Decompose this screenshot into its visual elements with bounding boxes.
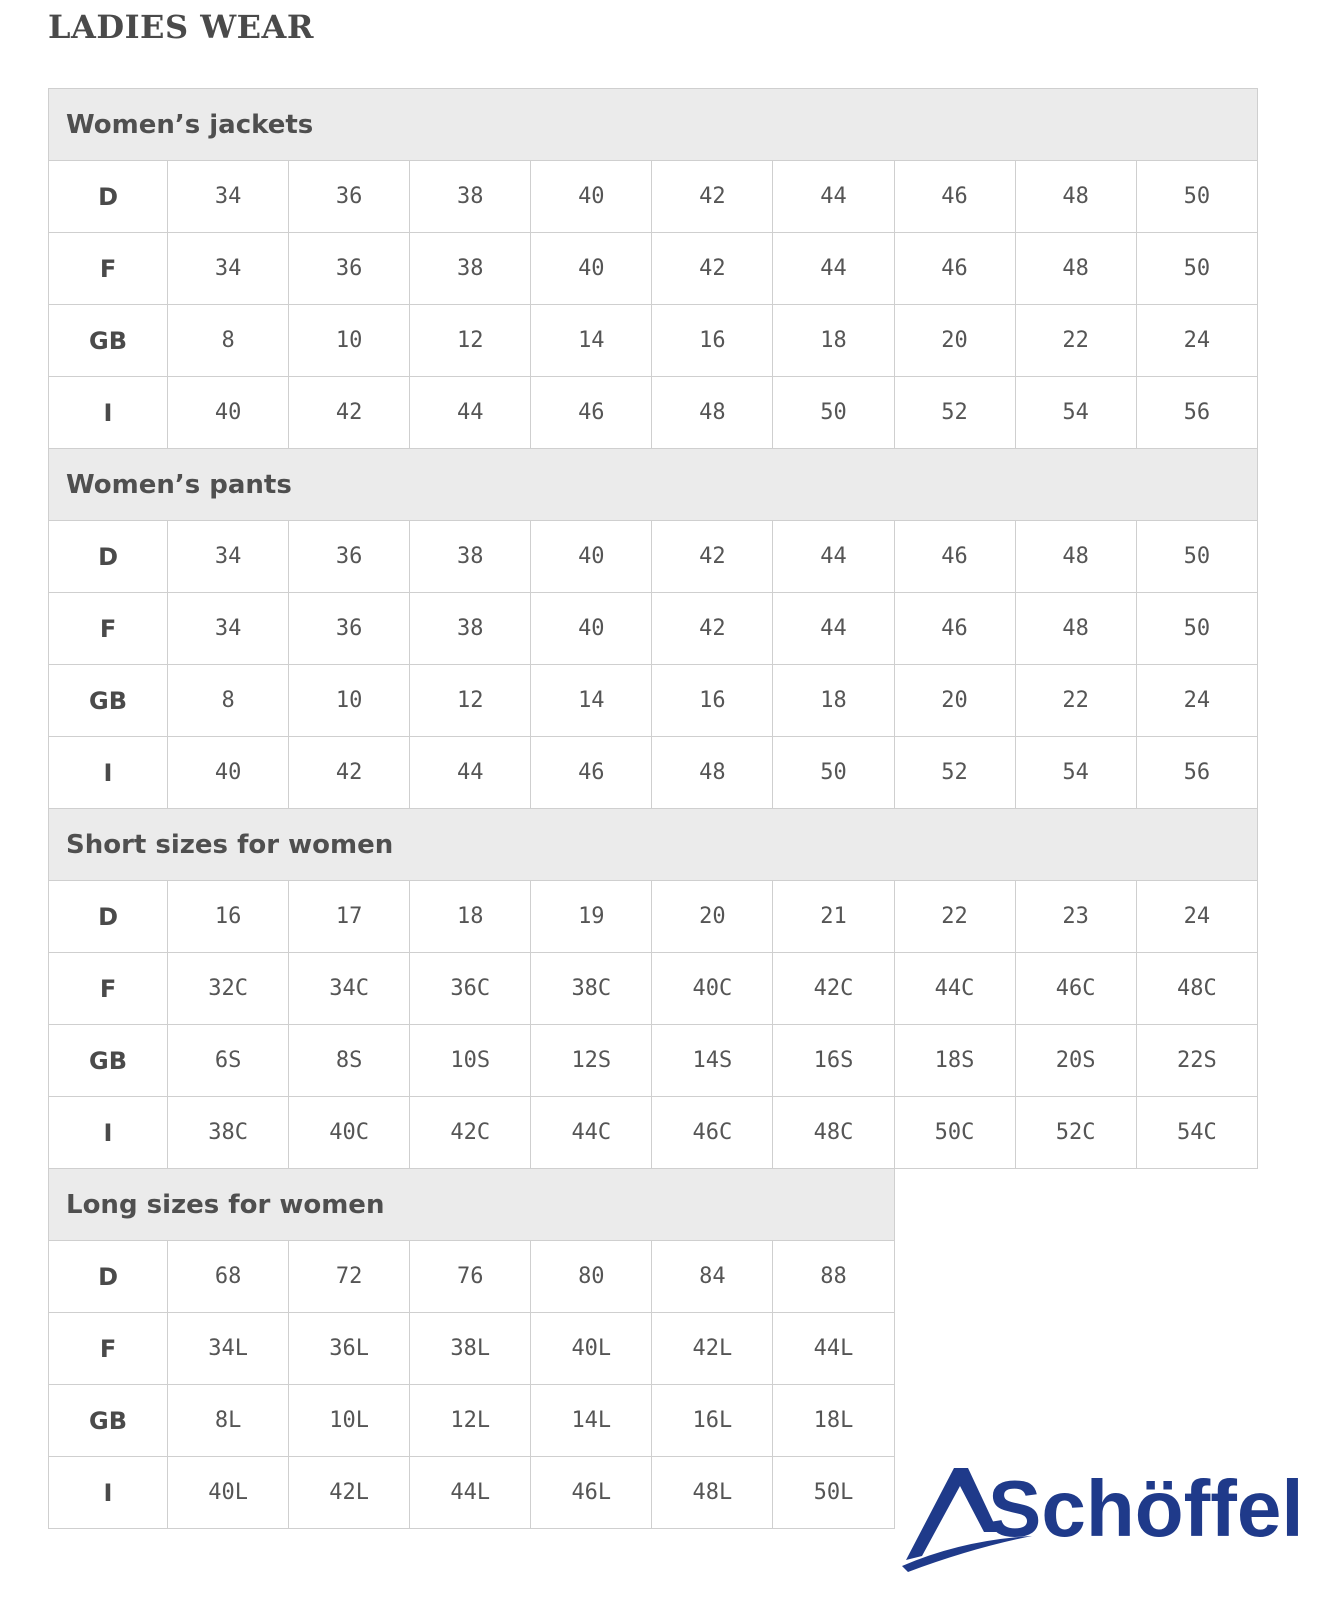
size-cell: 14 [531,305,652,377]
empty-cell [894,1385,1257,1457]
size-cell: 50 [773,737,894,809]
size-cell: 36 [289,161,410,233]
size-cell: 16 [652,305,773,377]
size-cell: 76 [410,1241,531,1313]
empty-cell [894,1313,1257,1385]
size-cell: 8 [168,305,289,377]
size-cell: 24 [1136,305,1257,377]
table-row [49,1025,1258,1097]
empty-cell [894,1169,1257,1241]
size-cell: 50 [1136,161,1257,233]
size-cell: 38L [410,1313,531,1385]
section-title: Long sizes for women [49,1169,895,1241]
size-cell: 42 [652,161,773,233]
size-cell: 50 [773,377,894,449]
size-cell: 54C [1136,1097,1257,1169]
size-cell: 50 [1136,593,1257,665]
size-cell: 20 [652,881,773,953]
size-cell: 42 [652,593,773,665]
size-cell: 48 [652,377,773,449]
size-cell: 34 [168,161,289,233]
size-cell: 52C [1015,1097,1136,1169]
size-cell: 10 [289,305,410,377]
size-cell: 44C [531,1097,652,1169]
size-cell: 42C [410,1097,531,1169]
size-cell: 34C [289,953,410,1025]
size-cell: 12 [410,305,531,377]
size-cell: 46 [894,521,1015,593]
size-cell: 46C [1015,953,1136,1025]
size-cell: 16 [168,881,289,953]
size-cell: 16S [773,1025,894,1097]
size-cell: 46L [531,1457,652,1529]
size-cell: 44 [773,161,894,233]
country-code-cell: GB [49,665,168,737]
size-cell: 12 [410,665,531,737]
country-code-cell: D [49,881,168,953]
size-cell: 20S [1015,1025,1136,1097]
size-cell: 23 [1015,881,1136,953]
size-cell: 40 [531,233,652,305]
table-row [49,737,1258,809]
size-cell: 88 [773,1241,894,1313]
size-cell: 46 [531,377,652,449]
size-cell: 42L [652,1313,773,1385]
size-cell: 36C [410,953,531,1025]
size-cell: 42L [289,1457,410,1529]
country-code-cell: I [49,737,168,809]
size-cell: 40L [531,1313,652,1385]
size-cell: 17 [289,881,410,953]
size-cell: 38 [410,521,531,593]
section-title: Women’s jackets [49,89,1258,161]
table-row [49,593,1258,665]
size-cell: 42 [289,377,410,449]
size-cell: 18 [773,665,894,737]
size-cell: 36 [289,593,410,665]
size-cell: 44 [773,593,894,665]
size-cell: 36 [289,233,410,305]
size-cell: 44L [773,1313,894,1385]
size-cell: 54 [1015,377,1136,449]
size-cell: 46C [652,1097,773,1169]
size-cell: 14L [531,1385,652,1457]
size-cell: 22 [1015,305,1136,377]
size-cell: 10 [289,665,410,737]
table-row [49,1097,1258,1169]
size-cell: 18S [894,1025,1015,1097]
size-cell: 48 [1015,521,1136,593]
size-cell: 50 [1136,233,1257,305]
size-cell: 38C [168,1097,289,1169]
size-cell: 52 [894,377,1015,449]
size-cell: 14S [652,1025,773,1097]
schoffel-logo [902,1460,1335,1580]
size-cell: 20 [894,305,1015,377]
size-cell: 10S [410,1025,531,1097]
section-header-row [49,1169,1258,1241]
size-cell: 34 [168,521,289,593]
size-cell: 50C [894,1097,1015,1169]
size-cell: 44L [410,1457,531,1529]
size-cell: 80 [531,1241,652,1313]
size-cell: 46 [894,161,1015,233]
size-cell: 44 [773,521,894,593]
size-cell: 32C [168,953,289,1025]
size-cell: 19 [531,881,652,953]
size-cell: 38 [410,593,531,665]
table-row [49,233,1258,305]
size-cell: 22S [1136,1025,1257,1097]
size-cell: 38 [410,161,531,233]
size-cell: 34L [168,1313,289,1385]
size-cell: 8S [289,1025,410,1097]
section-header-row [49,449,1258,521]
size-cell: 56 [1136,737,1257,809]
size-cell: 38 [410,233,531,305]
table-row [49,377,1258,449]
size-cell: 48 [652,737,773,809]
country-code-cell: F [49,593,168,665]
size-cell: 56 [1136,377,1257,449]
country-code-cell: I [49,1457,168,1529]
size-cell: 44C [894,953,1015,1025]
size-cell: 24 [1136,881,1257,953]
size-cell: 42 [652,233,773,305]
size-cell: 42C [773,953,894,1025]
section-header-row [49,809,1258,881]
size-cell: 48C [773,1097,894,1169]
size-cell: 46 [894,593,1015,665]
table-row [49,953,1258,1025]
size-cell: 36L [289,1313,410,1385]
size-cell: 16 [652,665,773,737]
size-cell: 52 [894,737,1015,809]
size-cell: 36 [289,521,410,593]
size-cell: 42 [652,521,773,593]
size-cell: 34 [168,593,289,665]
size-cell: 38C [531,953,652,1025]
size-cell: 46 [894,233,1015,305]
size-cell: 20 [894,665,1015,737]
country-code-cell: GB [49,1385,168,1457]
size-cell: 44 [410,377,531,449]
section-title: Short sizes for women [49,809,1258,881]
size-cell: 34 [168,233,289,305]
size-cell: 40L [168,1457,289,1529]
size-cell: 40 [531,593,652,665]
size-cell: 14 [531,665,652,737]
section-title: Women’s pants [49,449,1258,521]
size-cell: 48C [1136,953,1257,1025]
table-row [49,1385,1258,1457]
empty-cell [894,1241,1257,1313]
size-cell: 48 [1015,161,1136,233]
size-cell: 40C [652,953,773,1025]
size-cell: 16L [652,1385,773,1457]
size-cell: 12L [410,1385,531,1457]
size-cell: 21 [773,881,894,953]
size-cell: 72 [289,1241,410,1313]
table-row [49,521,1258,593]
size-cell: 42 [289,737,410,809]
size-cell: 40 [168,737,289,809]
size-chart-table [48,88,1258,1529]
section-header-row [49,89,1258,161]
size-cell: 68 [168,1241,289,1313]
table-row [49,881,1258,953]
size-cell: 40C [289,1097,410,1169]
country-code-cell: F [49,953,168,1025]
size-cell: 48 [1015,233,1136,305]
table-row [49,305,1258,377]
country-code-cell: F [49,1313,168,1385]
size-cell: 50 [1136,521,1257,593]
country-code-cell: GB [49,1025,168,1097]
size-cell: 48L [652,1457,773,1529]
country-code-cell: D [49,1241,168,1313]
size-cell: 44 [410,737,531,809]
table-row [49,1313,1258,1385]
size-cell: 18 [773,305,894,377]
size-cell: 10L [289,1385,410,1457]
table-row [49,161,1258,233]
size-cell: 18 [410,881,531,953]
country-code-cell: I [49,1097,168,1169]
logo-wordmark: Schöffel [988,1464,1304,1553]
size-cell: 22 [1015,665,1136,737]
size-cell: 8 [168,665,289,737]
size-cell: 40 [531,161,652,233]
country-code-cell: F [49,233,168,305]
size-cell: 46 [531,737,652,809]
country-code-cell: I [49,377,168,449]
size-cell: 6S [168,1025,289,1097]
table-row [49,665,1258,737]
size-cell: 84 [652,1241,773,1313]
size-cell: 18L [773,1385,894,1457]
size-cell: 12S [531,1025,652,1097]
size-cell: 44 [773,233,894,305]
size-cell: 40 [168,377,289,449]
size-cell: 40 [531,521,652,593]
page-title: LADIES WEAR [48,8,314,46]
country-code-cell: D [49,521,168,593]
country-code-cell: D [49,161,168,233]
size-cell: 24 [1136,665,1257,737]
size-cell: 22 [894,881,1015,953]
table-row [49,1241,1258,1313]
size-cell: 8L [168,1385,289,1457]
size-cell: 54 [1015,737,1136,809]
country-code-cell: GB [49,305,168,377]
size-cell: 50L [773,1457,894,1529]
size-cell: 48 [1015,593,1136,665]
